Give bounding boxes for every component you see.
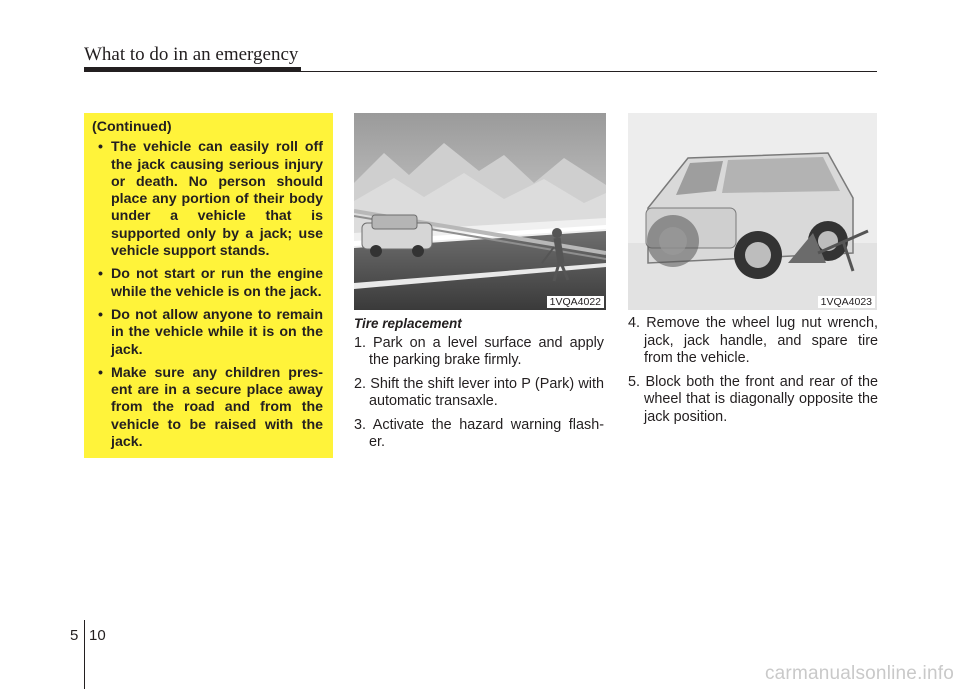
step-item: 1. Park on a level surface and apply the parking brake firmly. (354, 334, 604, 368)
footer-chapter-number: 5 (70, 627, 79, 644)
watermark: carmanualsonline.info (764, 663, 954, 684)
step-item: 3. Activate the hazard warning flash- er. (354, 416, 604, 450)
tire-replacement-column-2 (628, 315, 878, 432)
figure-car-jack (628, 113, 877, 310)
section-heading: Tire replacement (354, 316, 462, 331)
bullet-icon: • (98, 364, 103, 381)
warning-item-text: Make sure any children pres- ent are in a secure place away from the road and from the vehicle to be raised with the jack. (111, 364, 323, 451)
car-jack-illustration (628, 113, 877, 310)
figure-code: 1VQA4022 (547, 296, 604, 308)
warning-continued-label: (Continued) (92, 119, 172, 135)
footer-page-number: 10 (89, 627, 106, 644)
page-header-title: What to do in an emergency (84, 44, 299, 65)
warning-box (84, 113, 333, 458)
warning-item-text: Do not allow anyone to remain in the vehicle while it is on the jack. (111, 306, 323, 358)
roadside-illustration (354, 113, 606, 310)
warning-item (92, 365, 323, 451)
figure-code: 1VQA4023 (818, 296, 875, 308)
step-item: 2. Shift the shift lever into P (Park) with automatic transaxle. (354, 375, 604, 409)
bullet-icon: • (98, 139, 103, 156)
bullet-icon: • (98, 306, 103, 323)
warning-item (92, 307, 323, 359)
bullet-icon: • (98, 266, 103, 283)
warning-list (92, 139, 323, 451)
step-item: 5. Block both the front and rear of the wheel that is diagonally opposite the jack position. (628, 373, 878, 425)
warning-item-text: The vehicle can easily roll off the jack causing serious injury or death. No person should place any portion of their body under a vehicle that is supported only by a jack; use vehicle support stands. (111, 139, 323, 260)
tire-replacement-column-1 (354, 315, 604, 458)
warning-item (92, 139, 323, 260)
warning-item-text: Do not start or run the engine while the vehicle is on the jack. (111, 266, 323, 300)
step-item: 4. Remove the wheel lug nut wrench, jack, jack handle, and spare tire from the vehicle. (628, 315, 878, 366)
warning-item (92, 266, 323, 301)
header-rule-thin (84, 71, 877, 72)
footer-divider (84, 620, 85, 689)
figure-roadside-scene (354, 113, 606, 310)
